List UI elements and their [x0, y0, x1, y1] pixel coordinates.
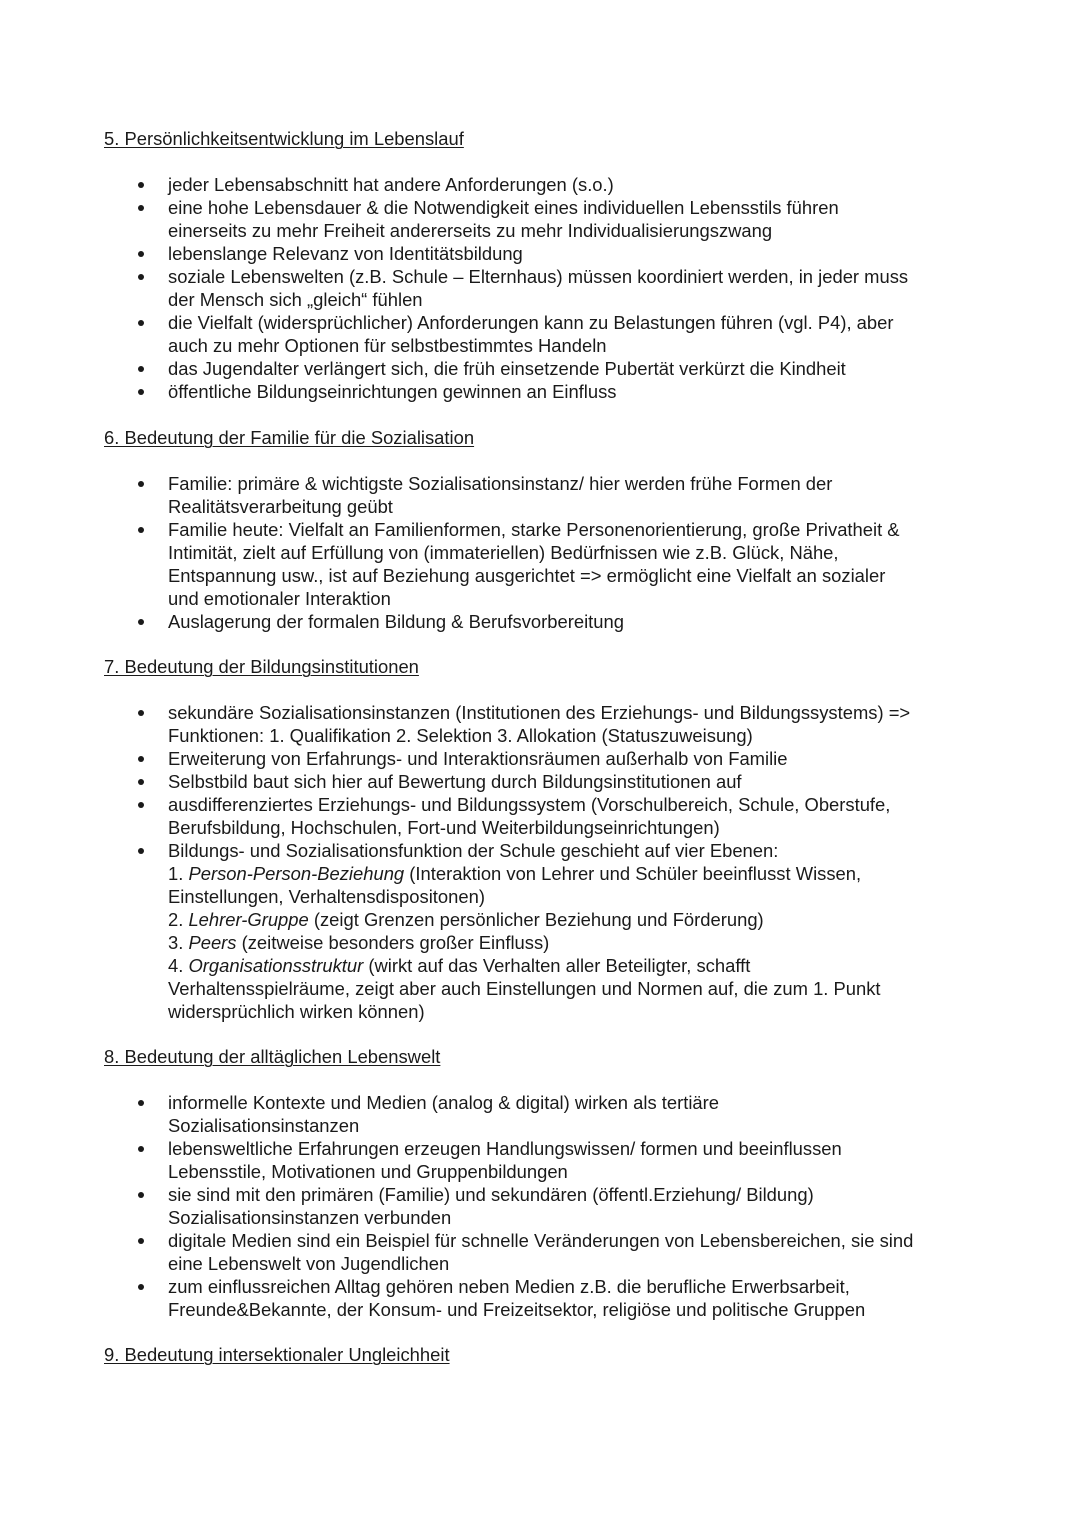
list-item: eine hohe Lebensdauer & die Notwendigkeit eines individuellen Lebensstils führen einerseits zu mehr Freiheit andererseits zu mehr Individualisierungszwang — [0, 196, 908, 242]
section-7-list — [0, 701, 910, 1023]
bullet-icon — [138, 779, 144, 785]
list-item: Bildungs- und Sozialisationsfunktion der Schule geschieht auf vier Ebenen: 1. Person-Person-Beziehung (Interaktion von Lehrer und Schüler beeinflusst Wissen, Einstellungen, Verhaltensdispositonen) 2. Lehrer-Gruppe (zeigt Grenzen persönlicher Beziehung und Förderung) 3. Peers (zeitweise besonders großer Einfluss) 4. Organisationsstruktur (wirkt auf das Verhalten aller Beteiligter, schafft Verhaltensspielräume, zeigt aber auch Einstellungen und Normen auf, die zum 1. Punkt widersprüchlich wirken können) — [0, 839, 910, 1023]
list-item: digitale Medien sind ein Beispiel für schnelle Veränderungen von Lebensbereichen, sie sind eine Lebenswelt von Jugendlichen — [0, 1229, 913, 1275]
list-item: Auslagerung der formalen Bildung & Berufsvorbereitung — [0, 610, 900, 633]
bullet-icon — [138, 710, 144, 716]
school-level-3: 3. Peers (zeitweise besonders großer Einfluss) — [168, 932, 550, 953]
section-6-list — [0, 472, 900, 633]
bullet-icon — [138, 1192, 144, 1198]
school-level-4: 4. Organisationsstruktur (wirkt auf das Verhalten aller Beteiligter, schafft — [168, 955, 751, 976]
list-item: jeder Lebensabschnitt hat andere Anforderungen (s.o.) — [0, 173, 908, 196]
list-item: lebenslange Relevanz von Identitätsbildung — [0, 242, 908, 265]
list-item: das Jugendalter verlängert sich, die früh einsetzende Pubertät verkürzt die Kindheit — [0, 357, 908, 380]
section-9-heading: 9. Bedeutung intersektionaler Ungleichheit — [104, 1344, 450, 1365]
list-item: zum einflussreichen Alltag gehören neben Medien z.B. die berufliche Erwerbsarbeit, Freunde&Bekannte, der Konsum- und Freizeitsektor, religiöse und politische Gruppen — [0, 1275, 913, 1321]
bullet-icon — [138, 320, 144, 326]
list-item: ausdifferenziertes Erziehungs- und Bildungssystem (Vorschulbereich, Schule, Oberstufe, Berufsbildung, Hochschulen, Fort-und Weiterbildungseinrichtungen) — [0, 793, 910, 839]
list-item: soziale Lebenswelten (z.B. Schule – Elternhaus) müssen koordiniert werden, in jeder muss der Mensch sich „gleich“ fühlen — [0, 265, 908, 311]
bullet-icon — [138, 802, 144, 808]
section-8-list — [0, 1091, 913, 1321]
bullet-icon — [138, 619, 144, 625]
list-item: Selbstbild baut sich hier auf Bewertung durch Bildungsinstitutionen auf — [0, 770, 910, 793]
section-5-heading: 5. Persönlichkeitsentwicklung im Lebenslauf — [104, 128, 464, 149]
bullet-icon — [138, 848, 144, 854]
school-level-2: 2. Lehrer-Gruppe (zeigt Grenzen persönlicher Beziehung und Förderung) — [168, 909, 764, 930]
bullet-icon — [138, 481, 144, 487]
bullet-icon — [138, 182, 144, 188]
bullet-icon — [138, 1100, 144, 1106]
list-item: Familie heute: Vielfalt an Familienformen, starke Personenorientierung, große Privatheit & Intimität, zielt auf Erfüllung von (immateriellen) Bedürfnissen wie z.B. Glück, Nähe, Entspannung usw., ist auf Beziehung ausgerichtet => ermöglicht eine Vielfalt an sozialer und emotionaler Interaktion — [0, 518, 900, 610]
bullet-icon — [138, 366, 144, 372]
bullet-icon — [138, 205, 144, 211]
list-item: informelle Kontexte und Medien (analog & digital) wirken als tertiäre Sozialisationsinstanzen — [0, 1091, 913, 1137]
section-6-heading: 6. Bedeutung der Familie für die Sozialisation — [104, 427, 475, 448]
bullet-icon — [138, 1146, 144, 1152]
bullet-icon — [138, 274, 144, 280]
list-item: die Vielfalt (widersprüchlicher) Anforderungen kann zu Belastungen führen (vgl. P4), aber auch zu mehr Optionen für selbstbestimmtes Handeln — [0, 311, 908, 357]
school-level-1: 1. Person-Person-Beziehung (Interaktion von Lehrer und Schüler beeinflusst Wissen, — [168, 863, 862, 884]
bullet-icon — [138, 1284, 144, 1290]
bullet-icon — [138, 527, 144, 533]
list-item: öffentliche Bildungseinrichtungen gewinnen an Einfluss — [0, 380, 908, 403]
list-item: Familie: primäre & wichtigste Sozialisationsinstanz/ hier werden frühe Formen der Realitätsverarbeitung geübt — [0, 472, 900, 518]
bullet-icon — [138, 756, 144, 762]
section-5-list — [0, 173, 908, 403]
list-item: lebensweltliche Erfahrungen erzeugen Handlungswissen/ formen und beeinflussen Lebensstile, Motivationen und Gruppenbildungen — [0, 1137, 913, 1183]
list-item: sekundäre Sozialisationsinstanzen (Institutionen des Erziehungs- und Bildungssystems) => Funktionen: 1. Qualifikation 2. Selektion 3. Allokation (Statuszuweisung) — [0, 701, 910, 747]
list-item: sie sind mit den primären (Familie) und sekundären (öffentl.Erziehung/ Bildung) Sozialisationsinstanzen verbunden — [0, 1183, 913, 1229]
bullet-icon — [138, 251, 144, 257]
section-7-heading: 7. Bedeutung der Bildungsinstitutionen — [104, 656, 419, 677]
list-item: Erweiterung von Erfahrungs- und Interaktionsräumen außerhalb von Familie — [0, 747, 910, 770]
bullet-icon — [138, 389, 144, 395]
section-8-heading: 8. Bedeutung der alltäglichen Lebenswelt — [104, 1046, 441, 1067]
bullet-icon — [138, 1238, 144, 1244]
